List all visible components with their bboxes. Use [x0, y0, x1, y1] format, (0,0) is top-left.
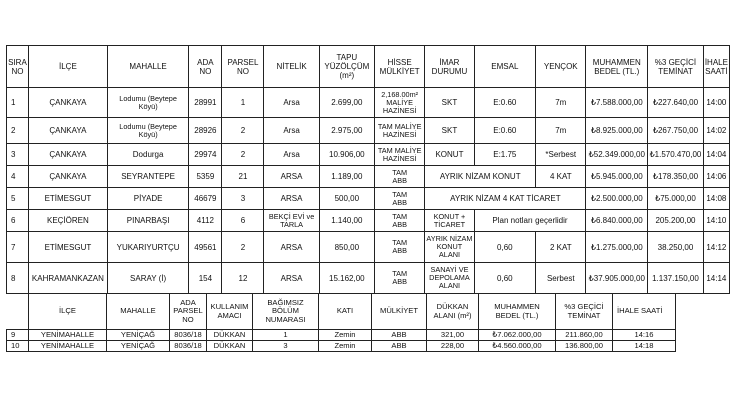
area: 500,00 [319, 188, 374, 210]
header-cell: ADA PARSEL NO [170, 294, 207, 330]
neighborhood: YENİÇAĞ [107, 330, 170, 341]
ownership: TAM ABB [374, 263, 424, 294]
shop-area: 321,00 [427, 330, 479, 341]
max-height: 2 KAT [536, 232, 586, 263]
zoning: KONUT + TİCARET [425, 210, 474, 232]
header-cell: MUHAMMEN BEDEL (TL.) [479, 294, 556, 330]
header-cell: SIRA NO [7, 46, 29, 88]
max-height: *Serbest [536, 144, 586, 166]
row-number: 2 [7, 118, 29, 144]
district: ÇANKAYA [28, 144, 107, 166]
block-no: 5359 [189, 166, 222, 188]
tender-time: 14:04 [703, 144, 729, 166]
property-type: BEKÇİ EVİ ve TARLA [264, 210, 319, 232]
district: ÇANKAYA [28, 166, 107, 188]
header-cell: MAHALLE [107, 294, 170, 330]
table-row [7, 263, 730, 294]
table-row [7, 144, 730, 166]
property-type: ARSA [264, 263, 319, 294]
area: 2.975,00 [319, 118, 374, 144]
property-type: ARSA [264, 232, 319, 263]
block-no: 28926 [189, 118, 222, 144]
header-cell: BAĞIMSIZ BÖLÜM NUMARASI [253, 294, 319, 330]
area: 10.906,00 [319, 144, 374, 166]
unit-number: 3 [253, 341, 319, 352]
header-cell: MAHALLE [107, 46, 188, 88]
usage-purpose: DÜKKAN [207, 330, 253, 341]
ownership: TAM ABB [374, 232, 424, 263]
header-cell: %3 GEÇİCİ TEMİNAT [648, 46, 704, 88]
estimated-price: ₺6.840.000,00 [586, 210, 648, 232]
max-height: 7m [536, 118, 586, 144]
row-number: 4 [7, 166, 29, 188]
estimated-price: ₺1.275.000,00 [586, 232, 648, 263]
district: ETİMESGUT [28, 188, 107, 210]
shop-tender-table [6, 293, 676, 352]
zoning: SKT [425, 88, 474, 118]
zoning: AYRIK NİZAM KONUT ALANI [425, 232, 474, 263]
ownership: TAM ABB [374, 210, 424, 232]
neighborhood: Lodumu (Beytepe Köyü) [107, 88, 188, 118]
block-no: 29974 [189, 144, 222, 166]
neighborhood: Dodurga [107, 144, 188, 166]
block-no: 154 [189, 263, 222, 294]
deposit: ₺1.570.470,00 [648, 144, 704, 166]
property-type: ARSA [264, 166, 319, 188]
shop-area: 228,00 [427, 341, 479, 352]
neighborhood: SEYRANTEPE [107, 166, 188, 188]
header-cell: ADA NO [189, 46, 222, 88]
ownership: TAM MALİYE HAZİNESİ [374, 144, 424, 166]
tender-time: 14:10 [703, 210, 729, 232]
neighborhood: PİYADE [107, 188, 188, 210]
row-number: 10 [7, 341, 29, 352]
header-cell: İHALE SAATİ [613, 294, 676, 330]
deposit: ₺75.000,00 [648, 188, 704, 210]
header-cell: İHALE SAATİ [703, 46, 729, 88]
floor-ratio: 0,60 [474, 232, 536, 263]
neighborhood: SARAY (İ) [107, 263, 188, 294]
zoning: KONUT [425, 144, 474, 166]
estimated-price: ₺5.945.000,00 [586, 166, 648, 188]
table-row [7, 118, 730, 144]
tender-time: 14:16 [613, 330, 676, 341]
property-type: Arsa [264, 118, 319, 144]
district: KEÇİÖREN [28, 210, 107, 232]
header-cell: KULLANIM AMACI [207, 294, 253, 330]
header-cell: DÜKKAN ALANI (m²) [427, 294, 479, 330]
ownership: TAM ABB [374, 188, 424, 210]
tender-time: 14:12 [703, 232, 729, 263]
usage-purpose: DÜKKAN [207, 341, 253, 352]
tender-time: 14:18 [613, 341, 676, 352]
district: ETİMESGUT [28, 232, 107, 263]
ownership: TAM MALİYE HAZİNESİ [374, 118, 424, 144]
property-type: ARSA [264, 188, 319, 210]
header-cell: İLÇE [29, 294, 107, 330]
header-cell: İMAR DURUMU [425, 46, 474, 88]
max-height: Serbest [536, 263, 586, 294]
tender-time: 14:06 [703, 166, 729, 188]
floor-ratio: 0,60 [474, 263, 536, 294]
row-number: 3 [7, 144, 29, 166]
header-row [7, 294, 676, 330]
header-cell: MUHAMMEN BEDEL (TL.) [586, 46, 648, 88]
parcel-no: 6 [222, 210, 264, 232]
header-cell: %3 GEÇİCİ TEMİNAT [556, 294, 613, 330]
row-number: 9 [7, 330, 29, 341]
neighborhood: PINARBAŞI [107, 210, 188, 232]
estimated-price: ₺52.349.000,00 [586, 144, 648, 166]
property-type: Arsa [264, 88, 319, 118]
floor-ratio: E:0.60 [474, 118, 536, 144]
table-row [7, 88, 730, 118]
deposit: ₺178.350,00 [648, 166, 704, 188]
tender-document [6, 45, 730, 352]
header-cell: HİSSE MÜLKİYET [374, 46, 424, 88]
header-cell: TAPU YÜZÖLÇÜM (m²) [319, 46, 374, 88]
district: ÇANKAYA [28, 88, 107, 118]
ownership: ABB [372, 330, 427, 341]
parcel-no: 12 [222, 263, 264, 294]
zoning: AYRIK NİZAM 4 KAT TİCARET [425, 188, 586, 210]
zoning: AYRIK NİZAM KONUT [425, 166, 536, 188]
table-row [7, 341, 676, 352]
land-tender-table [6, 45, 730, 294]
floor-ratio: E:1.75 [474, 144, 536, 166]
row-number: 1 [7, 88, 29, 118]
row-number: 5 [7, 188, 29, 210]
area: 15.162,00 [319, 263, 374, 294]
floor: Zemin [319, 341, 372, 352]
deposit: 136.800,00 [556, 341, 613, 352]
neighborhood: YENİÇAĞ [107, 341, 170, 352]
header-cell: KATI [319, 294, 372, 330]
table-row [7, 188, 730, 210]
district: KAHRAMANKAZAN [28, 263, 107, 294]
tender-time: 14:02 [703, 118, 729, 144]
property-type: Arsa [264, 144, 319, 166]
estimated-price: ₺7.588.000,00 [586, 88, 648, 118]
unit-number: 1 [253, 330, 319, 341]
parcel-no: 21 [222, 166, 264, 188]
estimated-price: ₺4.560.000,00 [479, 341, 556, 352]
district: YENİMAHALLE [29, 330, 107, 341]
ownership: 2,168.00m² MALİYE HAZİNESİ [374, 88, 424, 118]
area: 850,00 [319, 232, 374, 263]
parcel-no: 2 [222, 118, 264, 144]
estimated-price: ₺7.062.000,00 [479, 330, 556, 341]
ownership: ABB [372, 341, 427, 352]
table-row [7, 166, 730, 188]
row-number: 6 [7, 210, 29, 232]
max-height: 4 KAT [536, 166, 586, 188]
neighborhood: YUKARIYURTÇU [107, 232, 188, 263]
estimated-price: ₺37.905.000,00 [586, 263, 648, 294]
tender-time: 14:14 [703, 263, 729, 294]
floor-ratio: E:0.60 [474, 88, 536, 118]
deposit: 1.137.150,00 [648, 263, 704, 294]
ownership: TAM ABB [374, 166, 424, 188]
header-cell: EMSAL [474, 46, 536, 88]
area: 1.189,00 [319, 166, 374, 188]
deposit: 205.200,00 [648, 210, 704, 232]
parcel-no: 1 [222, 88, 264, 118]
table-row [7, 330, 676, 341]
area: 2.699,00 [319, 88, 374, 118]
row-number: 7 [7, 232, 29, 263]
floor: Zemin [319, 330, 372, 341]
header-cell: YENÇOK [536, 46, 586, 88]
max-height: 7m [536, 88, 586, 118]
row-number: 8 [7, 263, 29, 294]
table-row [7, 232, 730, 263]
zoning: SANAYİ VE DEPOLAMA ALANI [425, 263, 474, 294]
floor-ratio: Plan notları geçerlidir [474, 210, 586, 232]
header-cell: İLÇE [28, 46, 107, 88]
zoning: SKT [425, 118, 474, 144]
header-row [7, 46, 730, 88]
district: YENİMAHALLE [29, 341, 107, 352]
parcel-no: 2 [222, 232, 264, 263]
area: 1.140,00 [319, 210, 374, 232]
district: ÇANKAYA [28, 118, 107, 144]
deposit: ₺267.750,00 [648, 118, 704, 144]
block-parcel-no: 8036/18 [170, 341, 207, 352]
parcel-no: 3 [222, 188, 264, 210]
tender-time: 14:00 [703, 88, 729, 118]
tender-time: 14:08 [703, 188, 729, 210]
block-no: 4112 [189, 210, 222, 232]
header-cell: PARSEL NO [222, 46, 264, 88]
estimated-price: ₺8.925.000,00 [586, 118, 648, 144]
header-cell: MÜLKİYET [372, 294, 427, 330]
header-cell: NİTELİK [264, 46, 319, 88]
block-no: 28991 [189, 88, 222, 118]
block-no: 46679 [189, 188, 222, 210]
deposit: 38.250,00 [648, 232, 704, 263]
block-parcel-no: 8036/18 [170, 330, 207, 341]
parcel-no: 2 [222, 144, 264, 166]
estimated-price: ₺2.500.000,00 [586, 188, 648, 210]
neighborhood: Lodumu (Beytepe Köyü) [107, 118, 188, 144]
deposit: 211.860,00 [556, 330, 613, 341]
table-row [7, 210, 730, 232]
deposit: ₺227.640,00 [648, 88, 704, 118]
block-no: 49561 [189, 232, 222, 263]
